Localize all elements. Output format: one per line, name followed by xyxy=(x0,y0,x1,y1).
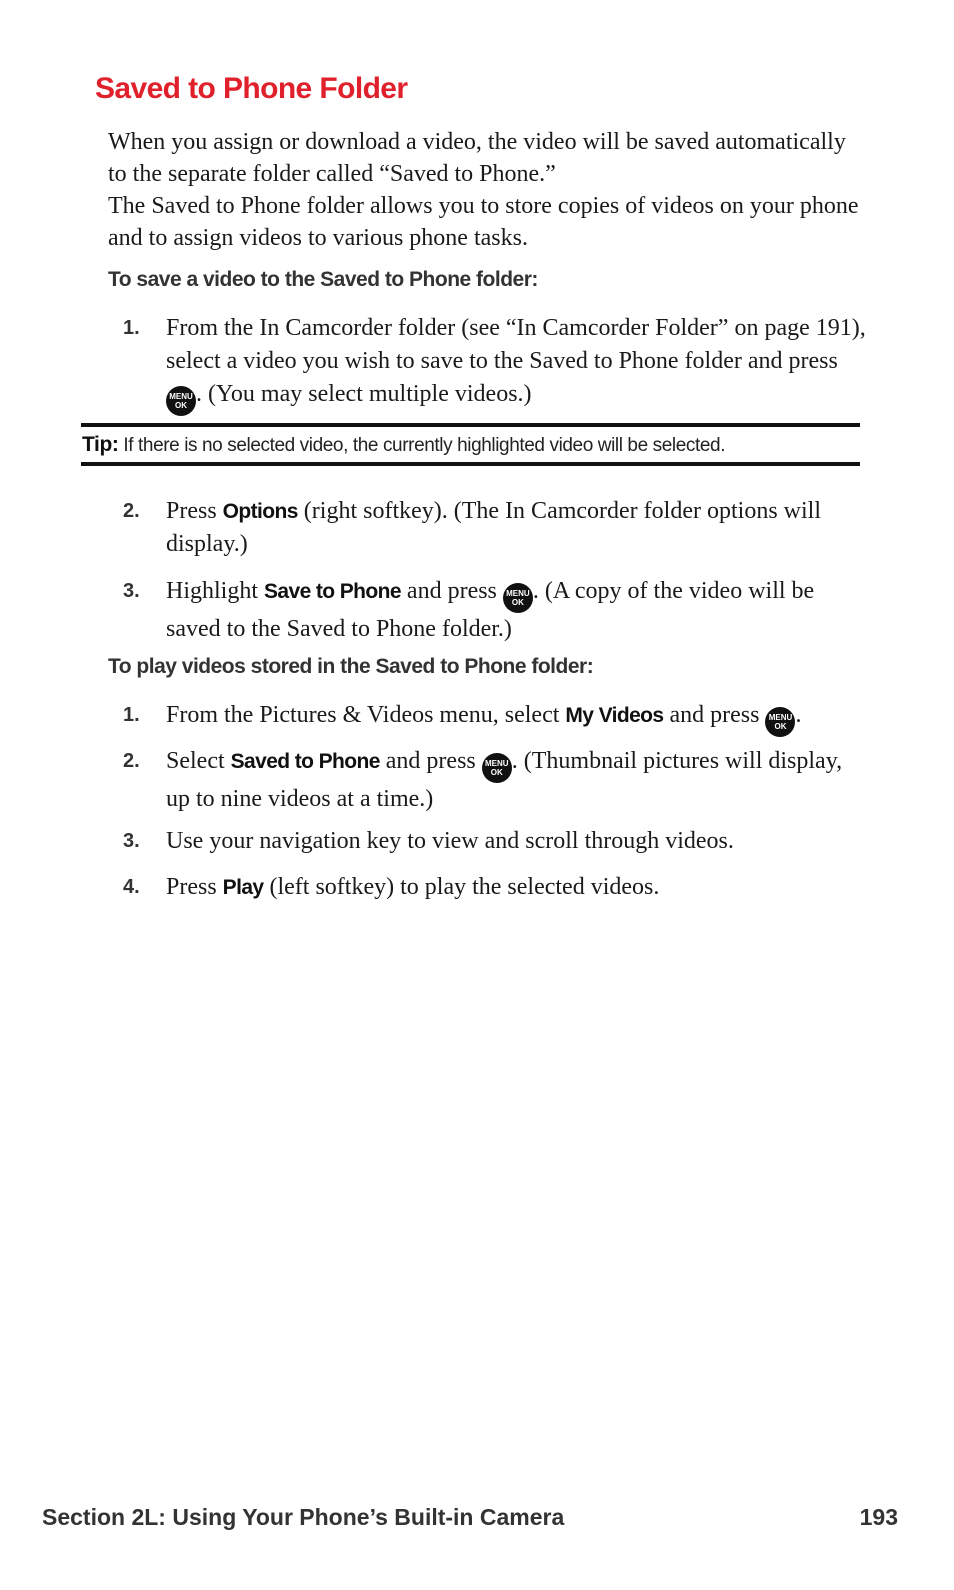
tip-label: Tip: xyxy=(82,433,119,456)
page-title: Saved to Phone Folder xyxy=(95,72,408,105)
tip-text: Tip: If there is no selected video, the currently highlighted video will be selected. xyxy=(82,433,726,456)
step-text: From the In Camcorder folder (see “In Camcorder Folder” on page 191), select a video you wish to save to the Saved to Phone folder and press MENU OK . (You may select multiple videos.) xyxy=(166,312,866,416)
step-text: Use your navigation key to view and scroll through videos. xyxy=(166,828,734,854)
intro-paragraph-2: The Saved to Phone folder allows you to store copies of videos on your phone and to assign videos to various phone tasks. xyxy=(108,193,859,251)
step-text: Press Options (right softkey). (The In Camcorder folder options will display.) xyxy=(166,498,821,557)
save-procedure-heading: To save a video to the Saved to Phone folder: xyxy=(108,268,538,291)
step-number: 3. xyxy=(123,580,140,602)
step-number: 1. xyxy=(123,317,140,339)
keyword-play: Play xyxy=(222,876,264,899)
step-number: 2. xyxy=(123,500,140,522)
intro-text xyxy=(108,126,868,254)
intro-paragraph-1: When you assign or download a video, the video will be saved automatically to the separate folder called “Saved to Phone.” xyxy=(108,129,846,187)
step-text: From the Pictures & Videos menu, select My Videos and press MENU OK . xyxy=(166,699,886,737)
step-text: Select Saved to Phone and press MENU OK . (Thumbnail pictures will display, up to nine videos at a time.) xyxy=(166,748,843,812)
keyword-options: Options xyxy=(222,500,298,523)
footer-section-title: Section 2L: Using Your Phone’s Built-in Camera xyxy=(42,1504,565,1530)
menu-ok-key-icon: MENU OK xyxy=(482,753,512,783)
menu-ok-key-icon: MENU OK xyxy=(765,707,795,737)
step-text: Press Play (left softkey) to play the selected videos. xyxy=(166,874,660,900)
step-text: Highlight Save to Phone and press MENU OK . (A copy of the video will be saved to the Saved to Phone folder.) xyxy=(166,578,815,642)
footer-page-number: 193 xyxy=(859,1504,898,1530)
step-number: 3. xyxy=(123,830,140,852)
menu-ok-key-icon: MENU OK xyxy=(503,583,533,613)
keyword-save-to-phone: Save to Phone xyxy=(264,580,401,603)
step-number: 2. xyxy=(123,750,140,772)
play-procedure-heading: To play videos stored in the Saved to Phone folder: xyxy=(108,655,594,678)
menu-ok-key-icon: MENU OK xyxy=(166,386,196,416)
keyword-my-videos: My Videos xyxy=(565,704,664,727)
tip-box xyxy=(81,423,860,466)
step-number: 4. xyxy=(123,876,140,898)
step-number: 1. xyxy=(123,704,140,726)
keyword-saved-to-phone: Saved to Phone xyxy=(230,750,380,773)
